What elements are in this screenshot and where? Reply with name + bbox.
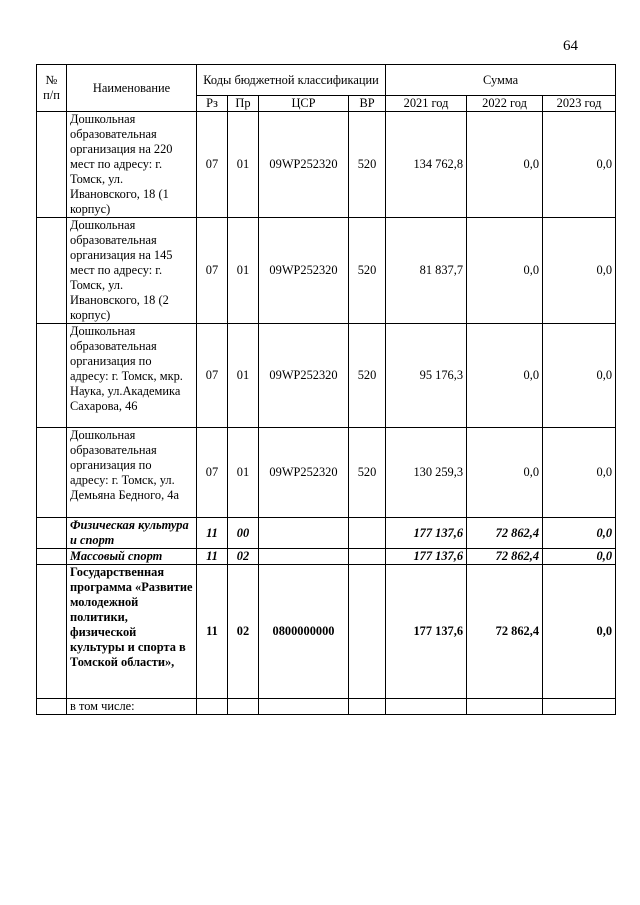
row-csr: 09WP252320 [259, 428, 349, 518]
table-row [37, 549, 616, 565]
row-csr: 09WP252320 [259, 112, 349, 218]
row-2022: 72 862,4 [467, 565, 543, 699]
row-num [37, 518, 67, 549]
row-2023 [543, 699, 616, 715]
header-csr: ЦСР [259, 96, 349, 112]
row-2022 [467, 699, 543, 715]
table-row [37, 699, 616, 715]
row-rz: 11 [197, 518, 228, 549]
row-2021 [386, 699, 467, 715]
row-csr [259, 549, 349, 565]
page-number: 64 [563, 38, 578, 54]
row-rz [197, 699, 228, 715]
row-2021: 134 762,8 [386, 112, 467, 218]
row-vr [349, 699, 386, 715]
header-codes-group: Коды бюджетной классификации [197, 65, 386, 96]
row-rz: 07 [197, 324, 228, 428]
row-2022: 72 862,4 [467, 549, 543, 565]
row-2021: 95 176,3 [386, 324, 467, 428]
header-vr: ВР [349, 96, 386, 112]
row-2021: 177 137,6 [386, 549, 467, 565]
row-vr: 520 [349, 218, 386, 324]
row-2021: 177 137,6 [386, 518, 467, 549]
row-num [37, 428, 67, 518]
row-vr [349, 565, 386, 699]
header-2021: 2021 год [386, 96, 467, 112]
row-pr: 01 [228, 324, 259, 428]
table-row [37, 324, 616, 428]
table-row [37, 565, 616, 699]
header-sum-group: Сумма [386, 65, 616, 96]
header-name: Наименование [67, 65, 197, 112]
row-2023: 0,0 [543, 565, 616, 699]
row-name: в том числе: [67, 699, 197, 715]
row-pr: 02 [228, 549, 259, 565]
row-rz: 07 [197, 112, 228, 218]
row-csr [259, 699, 349, 715]
row-name: Дошкольная образовательная организация по адресу: г. Томск, мкр. Наука, ул.Академика Сахарова, 46 [67, 324, 197, 428]
row-vr [349, 518, 386, 549]
row-csr: 0800000000 [259, 565, 349, 699]
row-num [37, 324, 67, 428]
row-vr: 520 [349, 428, 386, 518]
row-2023: 0,0 [543, 518, 616, 549]
row-rz: 07 [197, 428, 228, 518]
row-name: Государственная программа «Развитие молодежной политики, физической культуры и спорта в Томской области», [67, 565, 197, 699]
row-2022: 72 862,4 [467, 518, 543, 549]
row-vr: 520 [349, 112, 386, 218]
row-num [37, 699, 67, 715]
row-vr: 520 [349, 324, 386, 428]
row-2023: 0,0 [543, 549, 616, 565]
row-csr: 09WP252320 [259, 324, 349, 428]
table-row [37, 218, 616, 324]
row-name: Дошкольная образовательная организация на 145 мест по адресу: г. Томск, ул. Ивановского, 18 (2 корпус) [67, 218, 197, 324]
row-2022: 0,0 [467, 112, 543, 218]
row-name: Физическая культура и спорт [67, 518, 197, 549]
row-pr: 01 [228, 218, 259, 324]
row-2023: 0,0 [543, 112, 616, 218]
row-name: Массовый спорт [67, 549, 197, 565]
row-pr [228, 699, 259, 715]
budget-table [36, 64, 616, 715]
row-rz: 11 [197, 549, 228, 565]
table-row [37, 428, 616, 518]
row-pr: 01 [228, 112, 259, 218]
row-2022: 0,0 [467, 218, 543, 324]
row-csr: 09WP252320 [259, 218, 349, 324]
row-pr: 01 [228, 428, 259, 518]
row-pr: 00 [228, 518, 259, 549]
row-num [37, 112, 67, 218]
header-2023: 2023 год [543, 96, 616, 112]
row-num [37, 218, 67, 324]
row-rz: 07 [197, 218, 228, 324]
row-pr: 02 [228, 565, 259, 699]
row-2022: 0,0 [467, 324, 543, 428]
row-name: Дошкольная образовательная организация по адресу: г. Томск, ул. Демьяна Бедного, 4а [67, 428, 197, 518]
row-vr [349, 549, 386, 565]
row-2021: 177 137,6 [386, 565, 467, 699]
row-num [37, 549, 67, 565]
header-2022: 2022 год [467, 96, 543, 112]
row-2023: 0,0 [543, 428, 616, 518]
row-2022: 0,0 [467, 428, 543, 518]
row-2023: 0,0 [543, 324, 616, 428]
row-2021: 81 837,7 [386, 218, 467, 324]
row-rz: 11 [197, 565, 228, 699]
row-2021: 130 259,3 [386, 428, 467, 518]
row-num [37, 565, 67, 699]
header-rz: Рз [197, 96, 228, 112]
row-csr [259, 518, 349, 549]
header-num: № п/п [37, 65, 67, 112]
table-row [37, 518, 616, 549]
table-row [37, 112, 616, 218]
header-pr: Пр [228, 96, 259, 112]
row-name: Дошкольная образовательная организация на 220 мест по адресу: г. Томск, ул. Ивановского, 18 (1 корпус) [67, 112, 197, 218]
row-2023: 0,0 [543, 218, 616, 324]
